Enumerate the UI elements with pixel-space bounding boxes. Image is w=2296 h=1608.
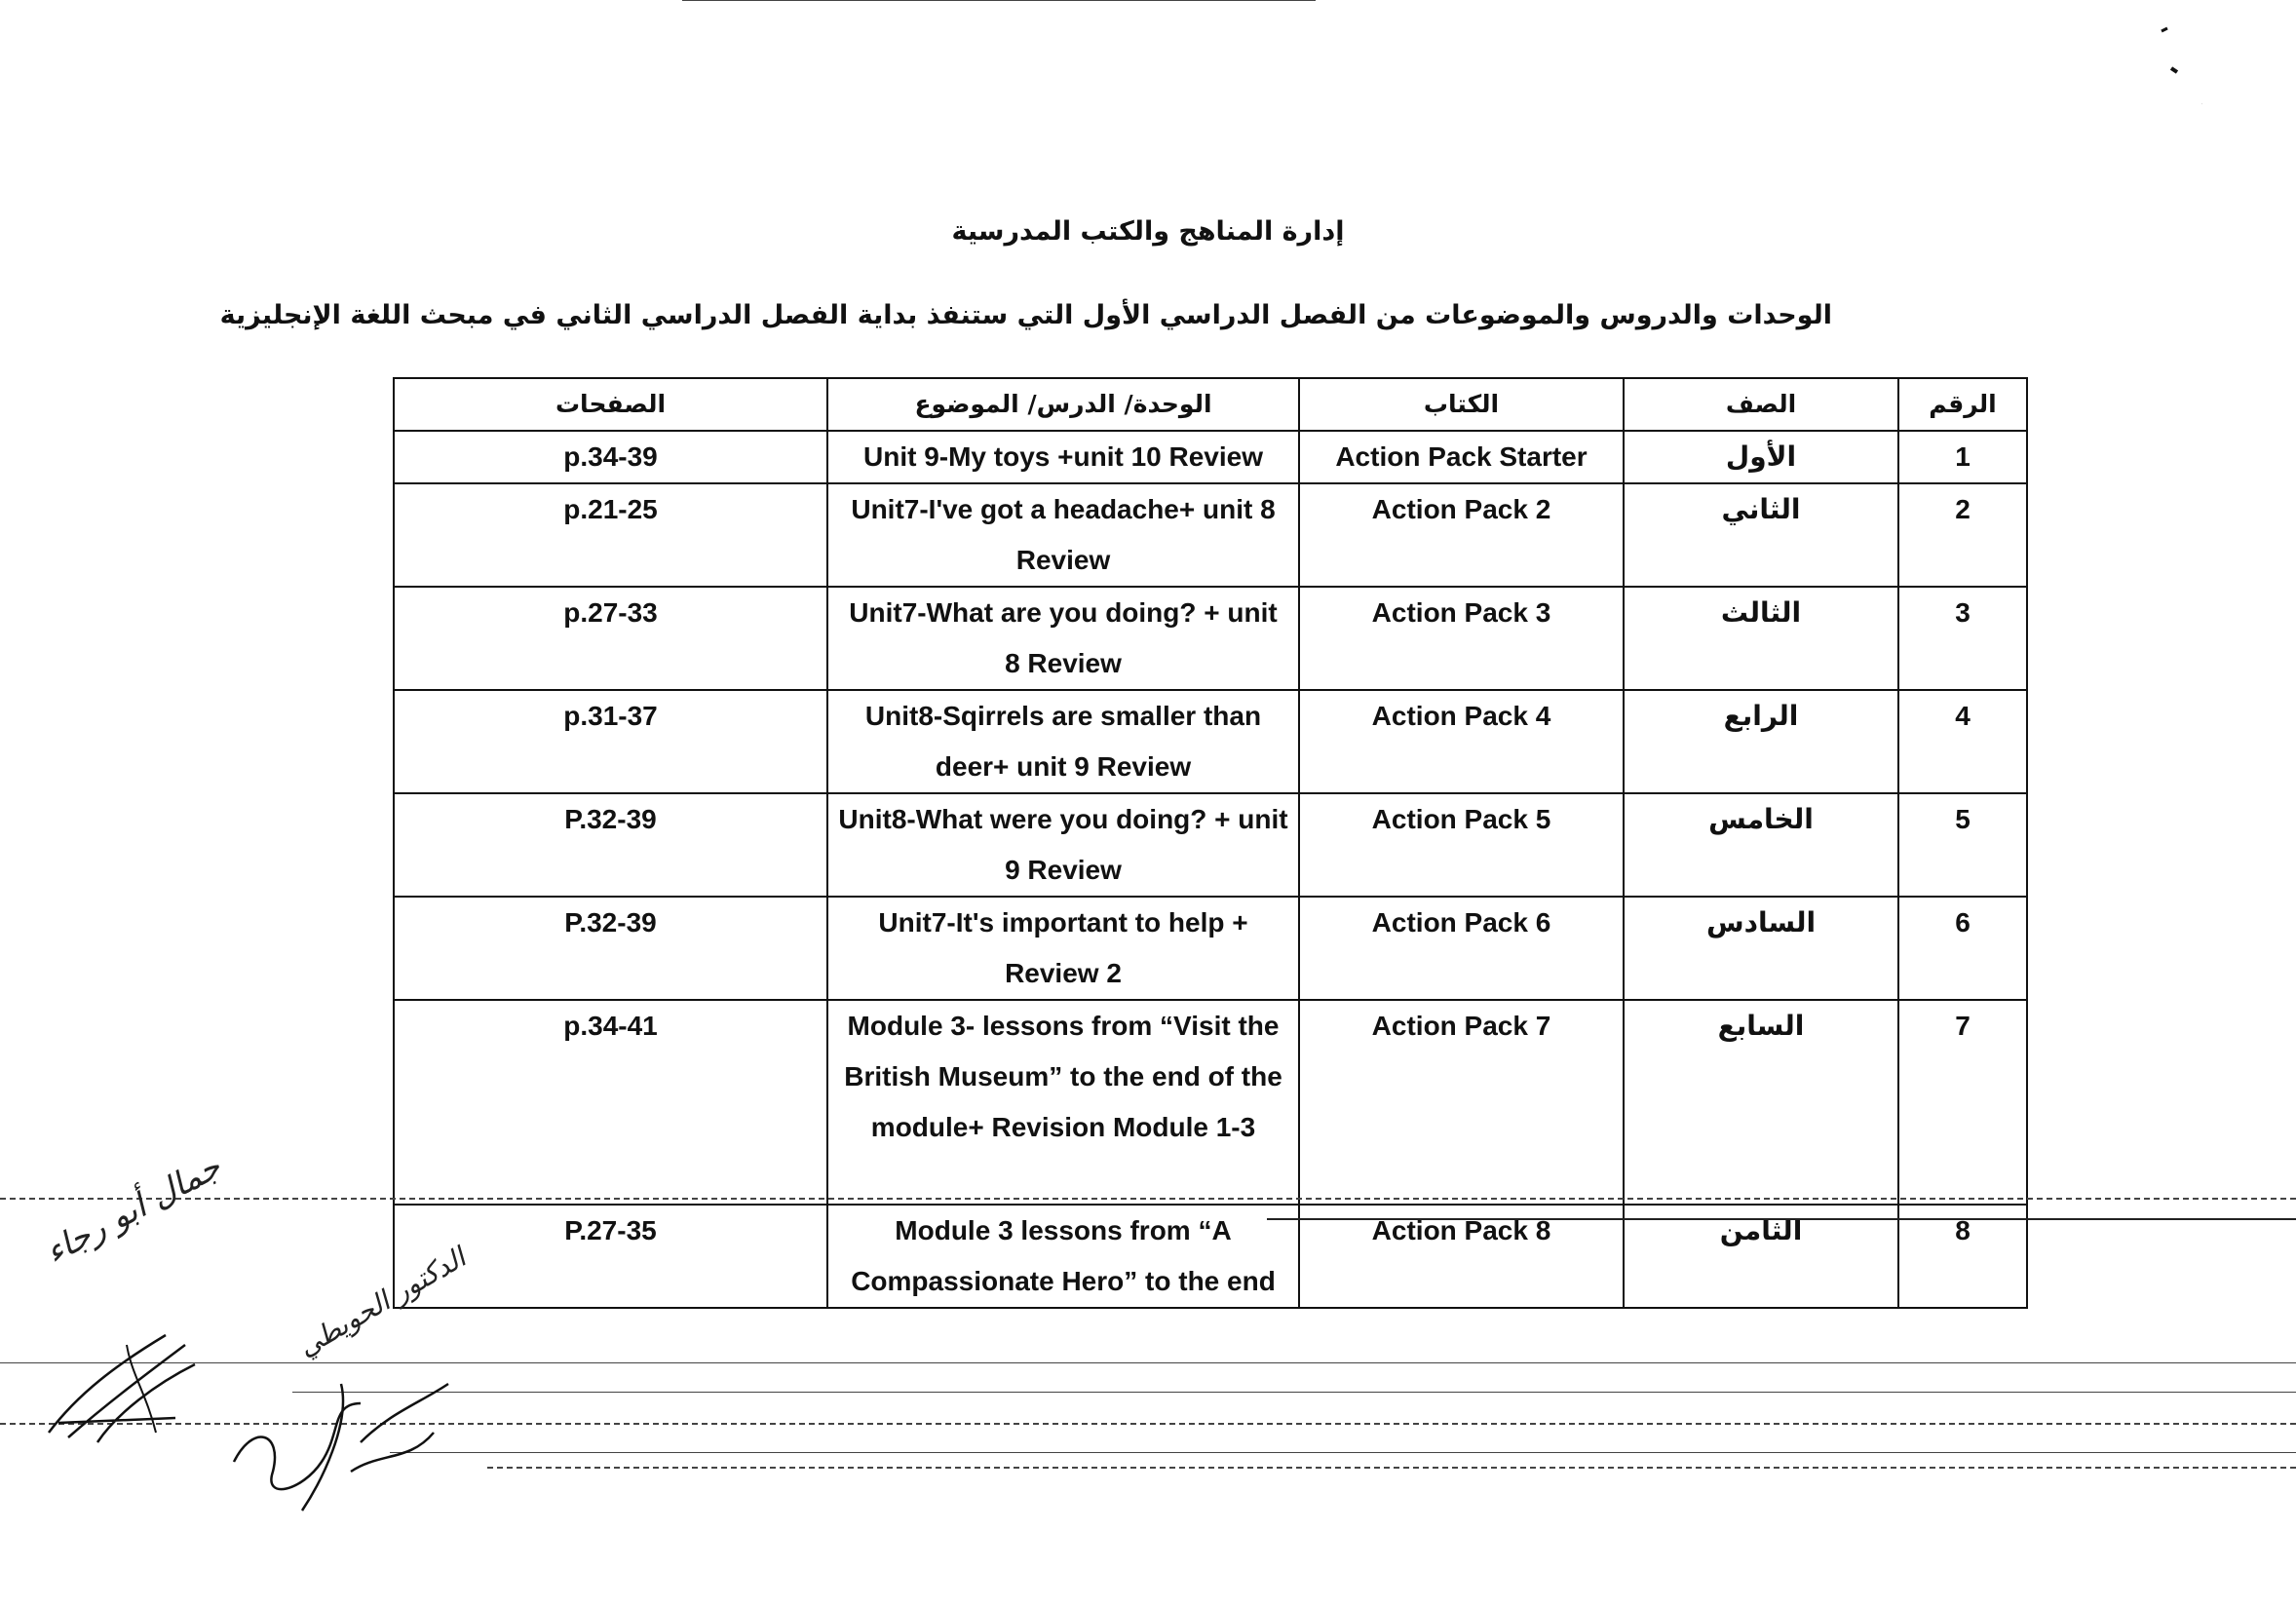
table-header-row bbox=[394, 378, 2027, 431]
header-pages: الصفحات bbox=[394, 378, 827, 431]
scan-line-4 bbox=[390, 1452, 2296, 1453]
cell-number: 1 bbox=[1898, 431, 2027, 483]
document-title: إدارة المناهج والكتب المدرسية bbox=[951, 216, 1345, 247]
table-row bbox=[394, 1000, 2027, 1205]
cell-unit: Unit8-What were you doing? + unit 9 Review bbox=[827, 793, 1299, 897]
cell-grade: الخامس bbox=[1624, 793, 1898, 897]
cell-pages: p.27-33 bbox=[394, 587, 827, 690]
cell-number: 4 bbox=[1898, 690, 2027, 793]
cell-grade: الثاني bbox=[1624, 483, 1898, 587]
header-grade: الصف bbox=[1624, 378, 1898, 431]
cell-pages: P.32-39 bbox=[394, 793, 827, 897]
cell-number: 6 bbox=[1898, 897, 2027, 1000]
cell-book: Action Pack 5 bbox=[1299, 793, 1624, 897]
cell-grade: الثالث bbox=[1624, 587, 1898, 690]
cell-number: 2 bbox=[1898, 483, 2027, 587]
cell-grade: الرابع bbox=[1624, 690, 1898, 793]
header-book: الكتاب bbox=[1299, 378, 1624, 431]
cell-unit: Unit7-It's important to help + Review 2 bbox=[827, 897, 1299, 1000]
table-row bbox=[394, 690, 2027, 793]
table-row bbox=[394, 587, 2027, 690]
cell-grade: الأول bbox=[1624, 431, 1898, 483]
scan-line-5 bbox=[487, 1467, 2296, 1469]
document-subtitle: الوحدات والدروس والموضوعات من الفصل الدراسي الأول التي ستنفذ بداية الفصل الدراسي الثاني في مبحث اللغة الإنجليزية bbox=[219, 300, 1832, 330]
cell-unit: Module 3 lessons from “A Compassionate Hero” to the end bbox=[827, 1205, 1299, 1308]
cell-number: 7 bbox=[1898, 1000, 2027, 1205]
cell-unit: Unit7-What are you doing? + unit 8 Review bbox=[827, 587, 1299, 690]
signature-2-text: الدكتور الحويطي bbox=[292, 1241, 472, 1363]
cell-grade: السادس bbox=[1624, 897, 1898, 1000]
cell-book: Action Pack 6 bbox=[1299, 897, 1624, 1000]
cell-number: 3 bbox=[1898, 587, 2027, 690]
cell-book: Action Pack 4 bbox=[1299, 690, 1624, 793]
cell-book: Action Pack 7 bbox=[1299, 1000, 1624, 1205]
cell-pages: p.34-39 bbox=[394, 431, 827, 483]
scan-line-fold bbox=[0, 1198, 2296, 1200]
cell-grade: الثامن bbox=[1624, 1205, 1898, 1308]
cell-unit: Unit7-I've got a headache+ unit 8 Review bbox=[827, 483, 1299, 587]
scan-line-2 bbox=[292, 1392, 2296, 1393]
corner-marks-icon bbox=[2144, 19, 2202, 127]
signature-1-icon bbox=[39, 1325, 205, 1452]
cell-number: 5 bbox=[1898, 793, 2027, 897]
cell-unit: Unit8-Sqirrels are smaller than deer+ unit 9 Review bbox=[827, 690, 1299, 793]
table-row bbox=[394, 793, 2027, 897]
cell-unit: Module 3- lessons from “Visit the British Museum” to the end of the module+ Revision Module 1-3 bbox=[827, 1000, 1299, 1205]
header-unit: الوحدة/ الدرس/ الموضوع bbox=[827, 378, 1299, 431]
table-row bbox=[394, 897, 2027, 1000]
cell-grade: السابع bbox=[1624, 1000, 1898, 1205]
cell-pages: P.32-39 bbox=[394, 897, 827, 1000]
cell-pages: P.27-35 bbox=[394, 1205, 827, 1308]
cell-book: Action Pack 2 bbox=[1299, 483, 1624, 587]
cell-book: Action Pack Starter bbox=[1299, 431, 1624, 483]
curriculum-table bbox=[393, 377, 2028, 1309]
cell-pages: p.34-41 bbox=[394, 1000, 827, 1205]
cell-book: Action Pack 8 bbox=[1299, 1205, 1624, 1308]
scan-line-fold-2 bbox=[1267, 1218, 2296, 1220]
cell-number: 8 bbox=[1898, 1205, 2027, 1308]
handwritten-note: جمال أبو رجاء bbox=[39, 1147, 228, 1273]
cell-unit: Unit 9-My toys +unit 10 Review bbox=[827, 431, 1299, 483]
header-number: الرقم bbox=[1898, 378, 2027, 431]
cell-book: Action Pack 3 bbox=[1299, 587, 1624, 690]
cell-pages: p.31-37 bbox=[394, 690, 827, 793]
signature-2-icon bbox=[224, 1345, 468, 1520]
table-row bbox=[394, 431, 2027, 483]
cell-pages: p.21-25 bbox=[394, 483, 827, 587]
table-row bbox=[394, 483, 2027, 587]
scan-line-top bbox=[682, 0, 1316, 1]
